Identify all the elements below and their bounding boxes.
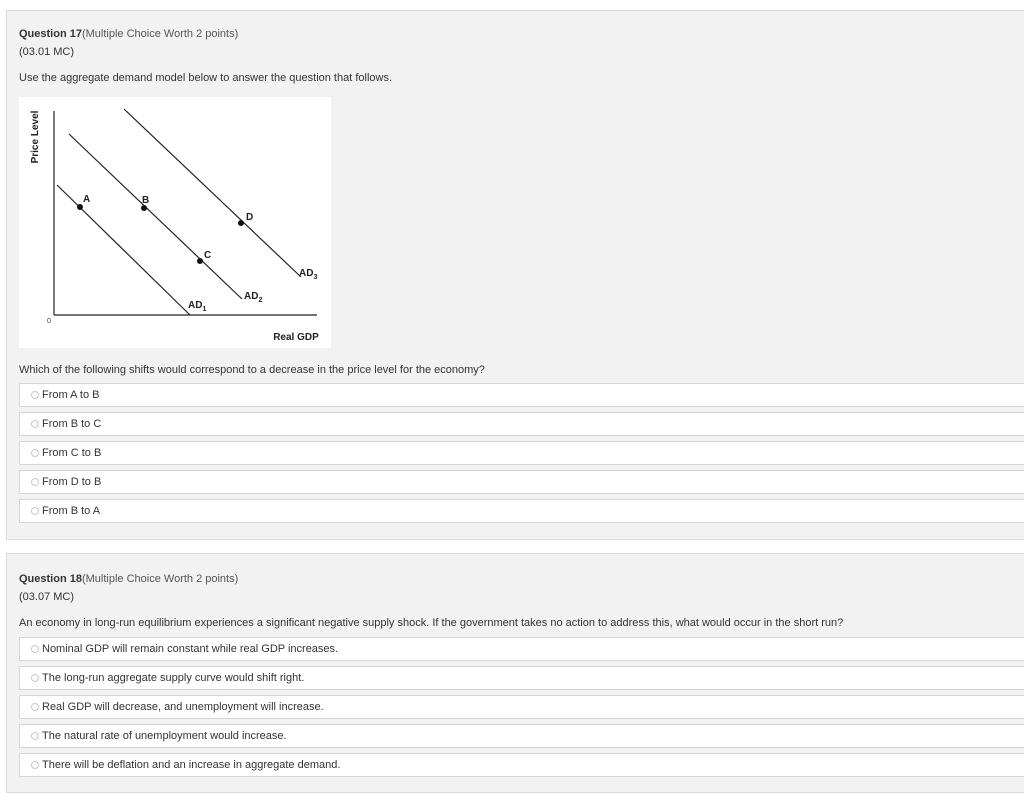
question-17-header bbox=[19, 28, 238, 40]
q17-option-e[interactable] bbox=[19, 499, 1024, 523]
radio-button[interactable] bbox=[31, 761, 39, 769]
q18-option-d[interactable] bbox=[19, 724, 1024, 748]
question-17-panel bbox=[6, 10, 1024, 540]
radio-button[interactable] bbox=[31, 507, 39, 515]
option-label: From B to C bbox=[42, 418, 102, 430]
ad2-curve bbox=[69, 134, 242, 299]
q17-option-b[interactable] bbox=[19, 412, 1024, 436]
q18-option-a[interactable] bbox=[19, 637, 1024, 661]
option-label: Real GDP will decrease, and unemployment will increase. bbox=[42, 701, 324, 713]
ad1-label: $AD_1$ bbox=[188, 300, 207, 313]
question-17-code: (03.01 MC) bbox=[19, 46, 75, 58]
option-label: The natural rate of unemployment would increase. bbox=[42, 730, 287, 742]
radio-button[interactable] bbox=[31, 420, 39, 428]
point-c bbox=[197, 258, 203, 264]
q18-option-c[interactable] bbox=[19, 695, 1024, 719]
question-18-panel bbox=[6, 553, 1024, 793]
radio-button[interactable] bbox=[31, 645, 39, 653]
radio-button[interactable] bbox=[31, 703, 39, 711]
radio-button[interactable] bbox=[31, 478, 39, 486]
question-18-code: (03.07 MC) bbox=[19, 591, 75, 603]
option-label: From B to A bbox=[42, 505, 101, 517]
ad2-label: $AD_2$ bbox=[244, 291, 263, 304]
point-d bbox=[238, 220, 244, 226]
aggregate-demand-graph bbox=[19, 97, 331, 348]
radio-button[interactable] bbox=[31, 391, 39, 399]
question-17-text: Which of the following shifts would correspond to a decrease in the price level for the economy? bbox=[19, 364, 485, 376]
radio-button[interactable] bbox=[31, 674, 39, 682]
option-label: There will be deflation and an increase in aggregate demand. bbox=[42, 759, 341, 771]
option-label: From C to B bbox=[42, 447, 102, 459]
q17-option-d[interactable] bbox=[19, 470, 1024, 494]
origin-label: 0 bbox=[47, 318, 51, 325]
question-18-worth: (Multiple Choice Worth 2 points) bbox=[81, 573, 239, 585]
q17-option-c[interactable] bbox=[19, 441, 1024, 465]
question-18-text: An economy in long-run equilibrium experiences a significant negative supply shock. If the government takes no action to address this, what would occur in the short run? bbox=[19, 617, 844, 629]
point-d-label: D bbox=[246, 212, 254, 223]
option-label: From A to B bbox=[42, 389, 100, 401]
q18-option-b[interactable] bbox=[19, 666, 1024, 690]
y-axis-label: Price Level bbox=[30, 110, 41, 164]
question-17-worth: (Multiple Choice Worth 2 points) bbox=[81, 28, 239, 40]
option-label: The long-run aggregate supply curve would shift right. bbox=[42, 672, 305, 684]
ad3-label: $AD_3$ bbox=[299, 268, 318, 281]
question-17-intro: Use the aggregate demand model below to answer the question that follows. bbox=[19, 72, 393, 84]
option-label: From D to B bbox=[42, 476, 102, 488]
option-label: Nominal GDP will remain constant while real GDP increases. bbox=[42, 643, 339, 655]
radio-button[interactable] bbox=[31, 449, 39, 457]
point-b-label: B bbox=[142, 195, 150, 206]
q18-option-e[interactable] bbox=[19, 753, 1024, 777]
question-18-title: Question 18 bbox=[19, 573, 82, 585]
ad1-curve bbox=[57, 185, 190, 315]
point-a-label: A bbox=[83, 194, 91, 205]
aggregate-demand-figure bbox=[19, 97, 331, 348]
point-c-label: C bbox=[204, 250, 212, 261]
question-17-title: Question 17 bbox=[19, 28, 82, 40]
x-axis-label: Real GDP bbox=[273, 332, 319, 343]
radio-button[interactable] bbox=[31, 732, 39, 740]
ad3-curve bbox=[124, 109, 301, 277]
q17-option-a[interactable] bbox=[19, 383, 1024, 407]
question-18-header bbox=[19, 573, 238, 585]
